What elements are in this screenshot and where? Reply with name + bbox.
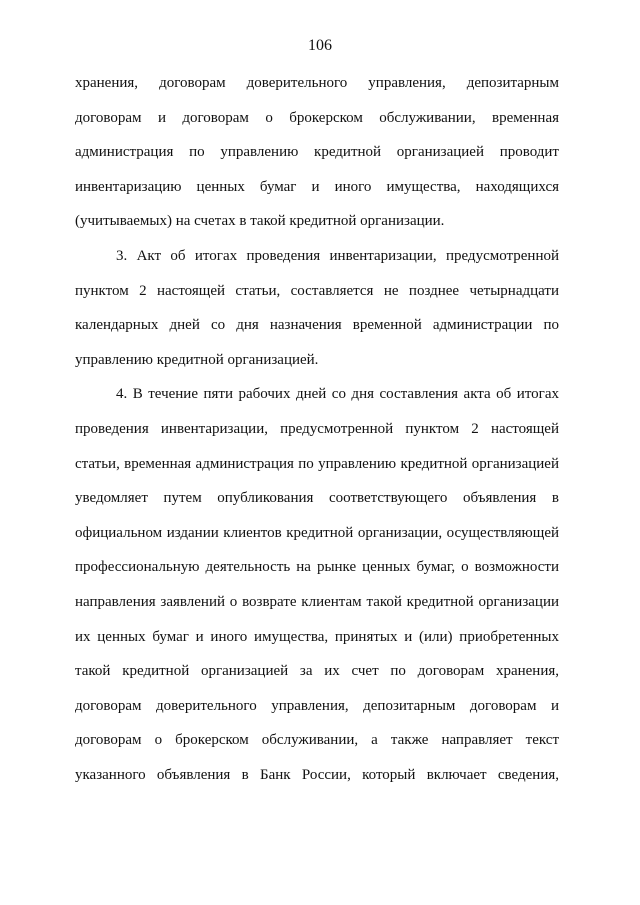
text-line: администрация по управлению кредитной организацией проводит [75,144,559,161]
text-line: проведения инвентаризации, предусмотренной пунктом 2 настоящей [75,420,559,437]
text-line: 4. В течение пяти рабочих дней со дня составления акта об итогах [116,386,559,403]
text-line: договорам доверительного управления, депозитарным договорам и [75,697,559,714]
text-line: направления заявлений о возврате клиентам такой кредитной организации [75,593,559,610]
text-line: официальном издании клиентов кредитной организации, осуществляющей [75,524,559,541]
text-line: их ценных бумаг и иного имущества, принятых и (или) приобретенных [75,628,559,645]
paragraph-continuation [75,66,559,239]
page-number: 106 [308,37,332,54]
text-line: 3. Акт об итогах проведения инвентаризации, предусмотренной [116,247,559,264]
paragraph-item-3 [75,239,559,377]
document-body [75,66,559,792]
text-line: уведомляет путем опубликования соответствующего объявления в [75,490,559,507]
text-line: профессиональную деятельность на рынке ценных бумаг, о возможности [75,559,559,576]
text-line: указанного объявления в Банк России, который включает сведения, [75,766,559,783]
text-line: пунктом 2 настоящей статьи, составляется не позднее четырнадцати [75,282,559,299]
paragraph-item-4 [75,377,559,792]
text-line: хранения, договорам доверительного управления, депозитарным [75,75,559,91]
text-line: инвентаризацию ценных бумаг и иного имущества, находящихся [75,178,559,195]
text-line: статьи, временная администрация по управлению кредитной организацией [75,455,559,472]
text-line: такой кредитной организацией за их счет по договорам хранения, [75,663,559,680]
text-line: договорам и договорам о брокерском обслуживании, временная [75,109,559,126]
text-line: (учитываемых) на счетах в такой кредитной организации. [75,213,445,230]
text-line: календарных дней со дня назначения временной администрации по [75,317,559,334]
text-line: договорам о брокерском обслуживании, а также направляет текст [75,732,559,749]
text-line: управлению кредитной организацией. [75,351,319,368]
